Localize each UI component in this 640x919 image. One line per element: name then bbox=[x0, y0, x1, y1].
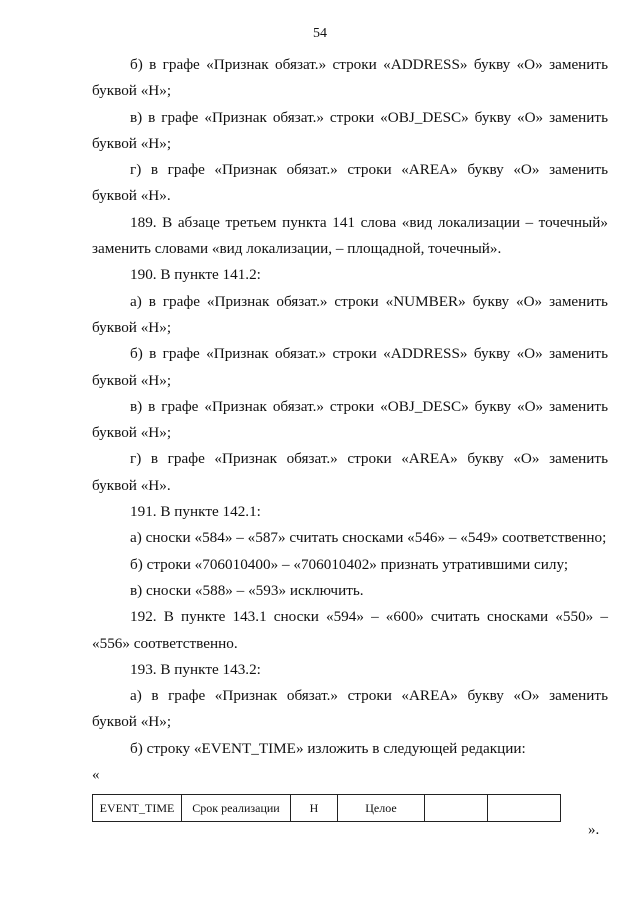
paragraph-line: а) в графе «Признак обязат.» строки «AREA» букву «О» заменить bbox=[130, 687, 608, 705]
paragraph-190-v bbox=[92, 394, 608, 447]
paragraph-line: заменить словами «вид локализации, – площадной, точечный». bbox=[92, 240, 502, 258]
paragraph-191-v: в) сноски «588» – «593» исключить. bbox=[130, 581, 364, 599]
table-cell-name: Срок реализации bbox=[182, 795, 291, 822]
paragraph-line: г) в графе «Признак обязат.» строки «AREA» букву «О» заменить bbox=[130, 450, 608, 468]
paragraph-line: буквой «Н»; bbox=[92, 424, 172, 442]
event-time-table bbox=[92, 794, 561, 822]
paragraph-193: 193. В пункте 143.2: bbox=[130, 660, 261, 678]
table-cell-code: EVENT_TIME bbox=[93, 795, 182, 822]
paragraph-190-b bbox=[92, 341, 608, 394]
paragraph-line: в) в графе «Признак обязат.» строки «OBJ_DESC» букву «О» заменить bbox=[130, 397, 608, 415]
table-row bbox=[93, 795, 561, 822]
paragraph-line: буквой «Н»; bbox=[92, 713, 172, 731]
table-cell-empty bbox=[488, 795, 561, 822]
paragraph-line: 192. В пункте 143.1 сноски «594» – «600» считать сносками «550» – bbox=[130, 608, 608, 626]
document-body bbox=[92, 52, 608, 762]
paragraph-line: буквой «Н»; bbox=[92, 134, 172, 152]
paragraph-line: б) в графе «Признак обязат.» строки «ADDRESS» букву «О» заменить bbox=[130, 56, 608, 73]
paragraph-line: буквой «Н». bbox=[92, 476, 171, 494]
closing-quote: ». bbox=[588, 822, 600, 838]
paragraph-2 bbox=[92, 105, 608, 158]
paragraph-3 bbox=[92, 157, 608, 210]
table-cell-required: Н bbox=[291, 795, 338, 822]
paragraph-191-b: б) строки «706010400» – «706010402» признать утратившими силу; bbox=[130, 555, 569, 573]
paragraph-line: «556» соответственно. bbox=[92, 634, 238, 652]
table-cell-type: Целое bbox=[338, 795, 425, 822]
paragraph-line: буквой «Н»; bbox=[92, 82, 172, 100]
paragraph-line: г) в графе «Признак обязат.» строки «AREA» букву «О» заменить bbox=[130, 161, 608, 179]
paragraph-190: 190. В пункте 141.2: bbox=[130, 266, 261, 284]
paragraph-line: б) в графе «Признак обязат.» строки «ADDRESS» букву «О» заменить bbox=[130, 345, 608, 363]
paragraph-190-a bbox=[92, 289, 608, 342]
paragraph-193-a bbox=[92, 683, 608, 736]
page-number: 54 bbox=[313, 26, 327, 41]
paragraph-line: 189. В абзаце третьем пункта 141 слова «вид локализации – точечный» bbox=[130, 213, 608, 231]
paragraph-190-g bbox=[92, 446, 608, 499]
paragraph-191-a: а) сноски «584» – «587» считать сносками «546» – «549» соответственно; bbox=[130, 529, 607, 547]
paragraph-191: 191. В пункте 142.1: bbox=[130, 503, 261, 521]
opening-quote: « bbox=[92, 767, 100, 783]
paragraph-193-b: б) строку «EVENT_TIME» изложить в следующей редакции: bbox=[130, 739, 526, 757]
table-cell-empty bbox=[425, 795, 488, 822]
paragraph-line: буквой «Н»; bbox=[92, 318, 172, 336]
paragraph-1 bbox=[92, 52, 608, 105]
paragraph-line: буквой «Н»; bbox=[92, 371, 172, 389]
paragraph-189 bbox=[92, 210, 608, 263]
paragraph-line: а) в графе «Признак обязат.» строки «NUMBER» букву «О» заменить bbox=[130, 292, 608, 310]
paragraph-192 bbox=[92, 604, 608, 657]
paragraph-line: в) в графе «Признак обязат.» строки «OBJ_DESC» букву «О» заменить bbox=[130, 108, 608, 126]
paragraph-line: буквой «Н». bbox=[92, 187, 171, 205]
